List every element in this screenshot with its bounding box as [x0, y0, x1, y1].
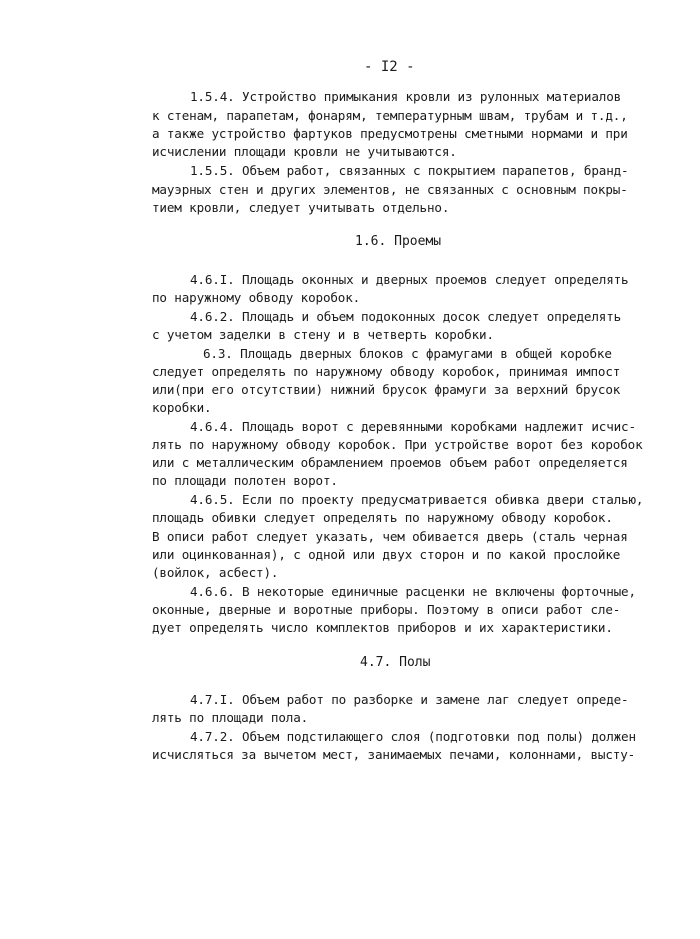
text-line: дует определять число комплектов приборов и их характеристики.	[152, 620, 613, 635]
text-line: или оцинкованная), с одной или двух сторон и по какой прослойке	[152, 547, 621, 562]
text-line: а также устройство фартуков предусмотрены сметными нормами и при	[152, 126, 628, 141]
section-heading: 4.7. Полы	[360, 655, 431, 670]
text-line: следует определять по наружному обводу коробок, принимая импост	[152, 364, 621, 379]
text-line: исчисляться за вычетом мест, занимаемых печами, колоннами, высту-	[152, 747, 636, 762]
text-line: (войлок, асбест).	[152, 565, 279, 580]
text-line: 4.6.5. Если по проекту предусматривается обивка двери сталью,	[190, 492, 644, 507]
text-line: тием кровли, следует учитывать отдельно.	[152, 200, 450, 215]
text-line: или(при его отсутствии) нижний брусок фрамуги за верхний брусок	[152, 382, 621, 397]
text-line: 4.6.6. В некоторые единичные расценки не включены форточные,	[190, 584, 636, 599]
text-line: лять по наружному обводу коробок. При устройстве ворот без коробок	[152, 437, 643, 452]
text-line: В описи работ следует указать, чем обивается дверь (сталь черная	[152, 529, 628, 544]
text-line: 1.5.5. Объем работ, связанных с покрытием парапетов, бранд-	[190, 163, 629, 178]
text-line: по площади полотен ворот.	[152, 473, 338, 488]
text-line: с учетом заделки в стену и в четверть коробки.	[152, 327, 494, 342]
page-number: - I2 -	[364, 59, 415, 75]
text-line: 1.5.4. Устройство примыкания кровли из рулонных материалов	[190, 89, 622, 104]
text-line: 6.3. Площадь дверных блоков с фрамугами в общей коробке	[203, 346, 612, 361]
text-line: площадь обивки следует определять по наружному обводу коробок.	[152, 510, 613, 525]
text-line: или с металлическим обрамлением проемов объем работ определяется	[152, 455, 628, 470]
text-line: 4.7.I. Объем работ по разборке и замене лаг следует опреде-	[190, 692, 629, 707]
text-line: мауэрных стен и других элементов, не связанных с основным покры-	[152, 182, 628, 197]
text-line: исчислении площади кровли не учитываются.	[152, 144, 457, 159]
text-line: 4.6.2. Площадь и объем подоконных досок следует определять	[190, 309, 622, 324]
text-line: по наружному обводу коробок.	[152, 290, 361, 305]
text-line: 4.7.2. Объем подстилающего слоя (подготовки под полы) должен	[190, 729, 636, 744]
text-line: 4.6.I. Площадь оконных и дверных проемов следует определять	[190, 272, 629, 287]
text-line: 4.6.4. Площадь ворот с деревянными коробками надлежит исчис-	[190, 419, 636, 434]
text-line: коробки.	[152, 400, 212, 415]
text-line: к стенам, парапетам, фонарям, температурным швам, трубам и т.д.,	[152, 108, 628, 123]
section-heading: 1.6. Проемы	[355, 234, 442, 249]
text-line: оконные, дверные и воротные приборы. Поэтому в описи работ сле-	[152, 602, 621, 617]
text-line: лять по площади пола.	[152, 710, 309, 725]
